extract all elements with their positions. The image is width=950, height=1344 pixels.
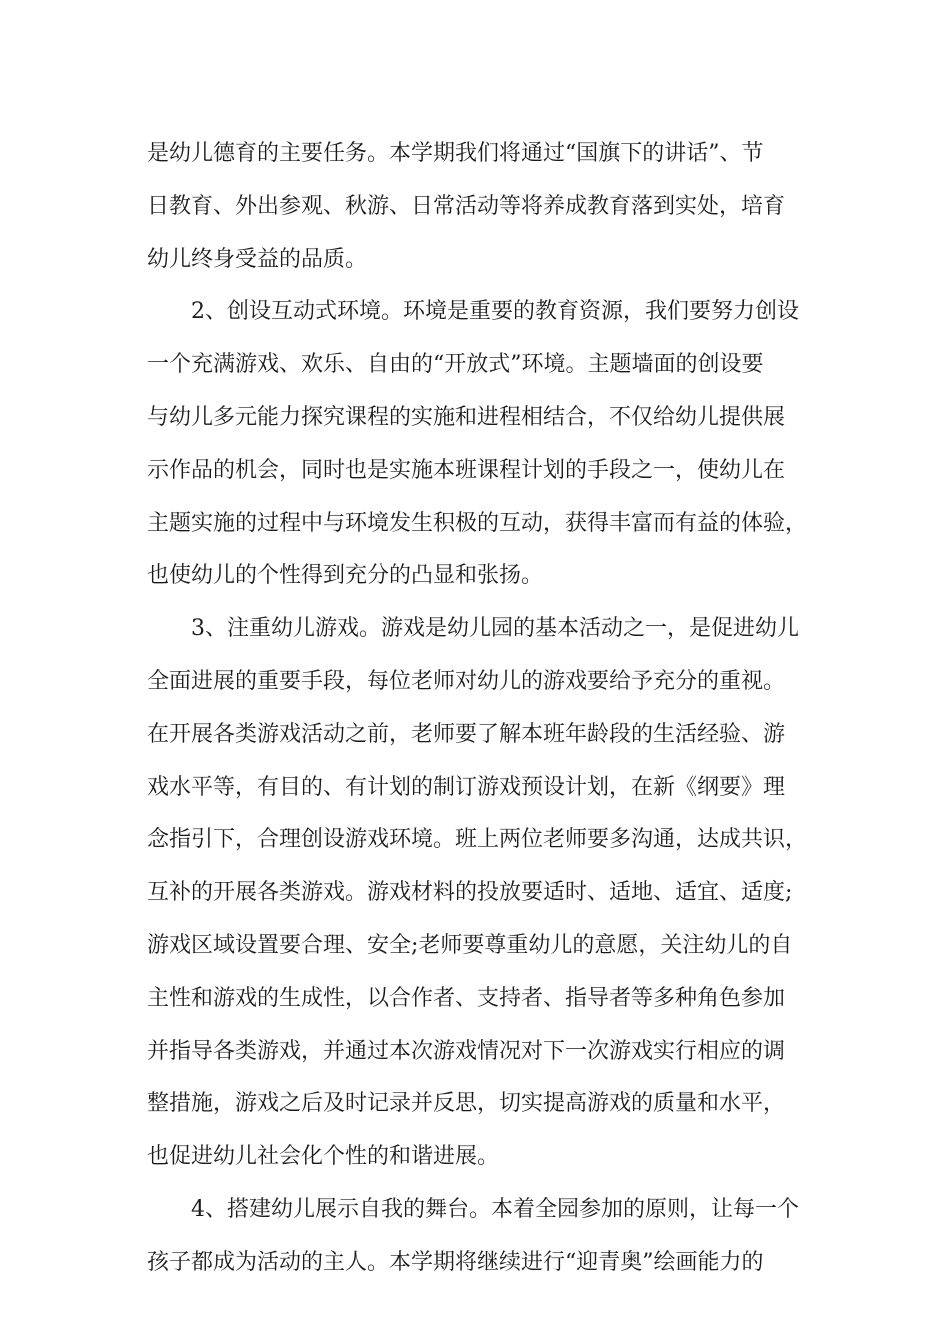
text-line: 幼儿终身受益的品质。 (147, 246, 368, 272)
text-line: 也使幼儿的个性得到充分的凸显和张扬。 (147, 563, 544, 589)
document-body (147, 128, 807, 1290)
text-line: 在开展各类游戏活动之前，老师要了解本班年龄段的生活经验、游 (147, 721, 786, 747)
text-line: 互补的开展各类游戏。游戏材料的投放要适时、适地、适宜、适度; (147, 880, 793, 906)
text-line: 与幼儿多元能力探究课程的实施和进程相结合，不仅给幼儿提供展 (147, 404, 786, 430)
text-line: 一个充满游戏、欢乐、自由的“开放式”环境。主题墙面的创设要 (147, 352, 764, 378)
text-line: 全面进展的重要手段，每位老师对幼儿的游戏要给予充分的重视。 (147, 668, 786, 694)
text-line: 日教育、外出参观、秋游、日常活动等将养成教育落到实处，培育 (147, 193, 786, 219)
text-line: 并指导各类游戏，并通过本次游戏情况对下一次游戏实行相应的调 (147, 1038, 786, 1064)
text-line: 主性和游戏的生成性，以合作者、支持者、指导者等多种角色参加 (147, 985, 786, 1011)
text-line: 也促进幼儿社会化个性的和谐进展。 (147, 1144, 500, 1170)
text-line: 是幼儿德育的主要任务。本学期我们将通过“国旗下的讲话”、节 (147, 141, 764, 166)
text-line: 游戏区域设置要合理、安全;老师要尊重幼儿的意愿，关注幼儿的自 (147, 932, 793, 958)
paragraph-first-line: 3、注重幼儿游戏。游戏是幼儿园的基本活动之一，是促进幼儿 (191, 616, 799, 642)
text-line: 孩子都成为活动的主人。本学期将继续进行“迎青奥”绘画能力的 (147, 1249, 764, 1275)
paragraph-first-line: 2、创设互动式环境。环境是重要的教育资源，我们要努力创设 (191, 299, 799, 325)
text-line: 整措施，游戏之后及时记录并反思，切实提高游戏的质量和水平， (147, 1091, 786, 1117)
text-line: 示作品的机会，同时也是实施本班课程计划的手段之一，使幼儿在 (147, 457, 786, 483)
text-line: 念指引下，合理创设游戏环境。班上两位老师要多沟通，达成共识， (147, 827, 808, 853)
paragraph-first-line: 4、搭建幼儿展示自我的舞台。本着全园参加的原则，让每一个 (191, 1196, 799, 1222)
text-line: 戏水平等，有目的、有计划的制订游戏预设计划，在新《纲要》理 (147, 774, 786, 800)
text-line: 主题实施的过程中与环境发生积极的互动，获得丰富而有益的体验， (147, 510, 808, 536)
